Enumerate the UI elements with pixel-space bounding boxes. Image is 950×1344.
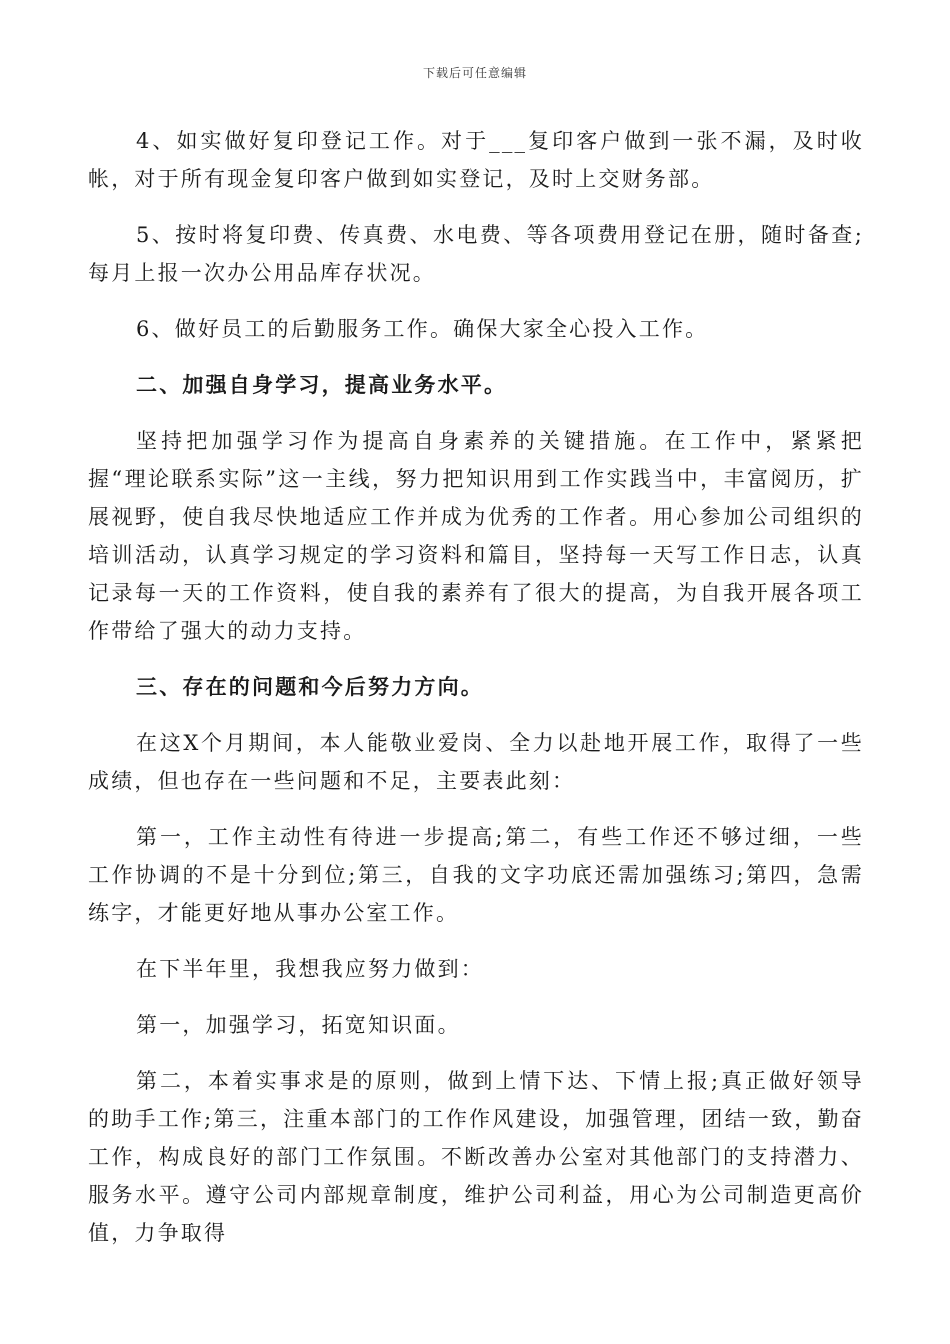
paragraph-item-4: 4、如实做好复印登记工作。对于___复印客户做到一张不漏，及时收帐，对于所有现金复印客户做到如实登记，及时上交财务部。 bbox=[88, 129, 864, 191]
paragraph-problems: 第一，工作主动性有待进一步提高;第二，有些工作还不够过细，一些工作协调的不是十分到位;第三，自我的文字功底还需加强练习;第四，急需练字，才能更好地从事办公室工作。 bbox=[88, 825, 864, 925]
paragraph-plan-second: 第二，本着实事求是的原则，做到上情下达、下情上报;真正做好领导的助手工作;第三，注重本部门的工作作风建设，加强管理，团结一致，勤奋工作，构成良好的部门工作氛围。不断改善办公室对其他部门的支持潜力、服务水平。遵守公司内部规章制度，维护公司利益，用心为公司制造更高价值，力争取得 bbox=[88, 1069, 864, 1245]
paragraph-item-5: 5、按时将复印费、传真费、水电费、等各项费用登记在册，随时备查;每月上报一次办公用品库存状况。 bbox=[88, 223, 864, 285]
document-body bbox=[88, 122, 864, 1270]
paragraph-plan-intro: 在下半年里，我想我应努力做到： bbox=[136, 957, 484, 981]
section-heading-2: 二、加强自身学习，提高业务水平。 bbox=[136, 372, 508, 397]
paragraph-item-6: 6、做好员工的后勤服务工作。确保大家全心投入工作。 bbox=[136, 317, 709, 341]
paragraph-study: 坚持把加强学习作为提高自身素养的关键措施。在工作中，紧紧把握“理论联系实际”这一主线，努力把知识用到工作实践当中，丰富阅历，扩展视野，使自我尽快地适应工作并成为优秀的工作者。用心参加公司组织的培训活动，认真学习规定的学习资料和篇目，坚持每一天写工作日志，认真记录每一天的工作资料，使自我的素养有了很大的提高，为自我开展各项工作带给了强大的动力支持。 bbox=[88, 429, 864, 643]
paragraph-plan-first: 第一，加强学习，拓宽知识面。 bbox=[136, 1013, 461, 1037]
paragraph-period-summary: 在这X个月期间，本人能敬业爱岗、全力以赴地开展工作，取得了一些成绩，但也存在一些问题和不足，主要表此刻： bbox=[88, 731, 864, 793]
section-heading-3: 三、存在的问题和今后努力方向。 bbox=[136, 674, 484, 699]
page-header-note: 下载后可任意编辑 bbox=[422, 66, 527, 80]
